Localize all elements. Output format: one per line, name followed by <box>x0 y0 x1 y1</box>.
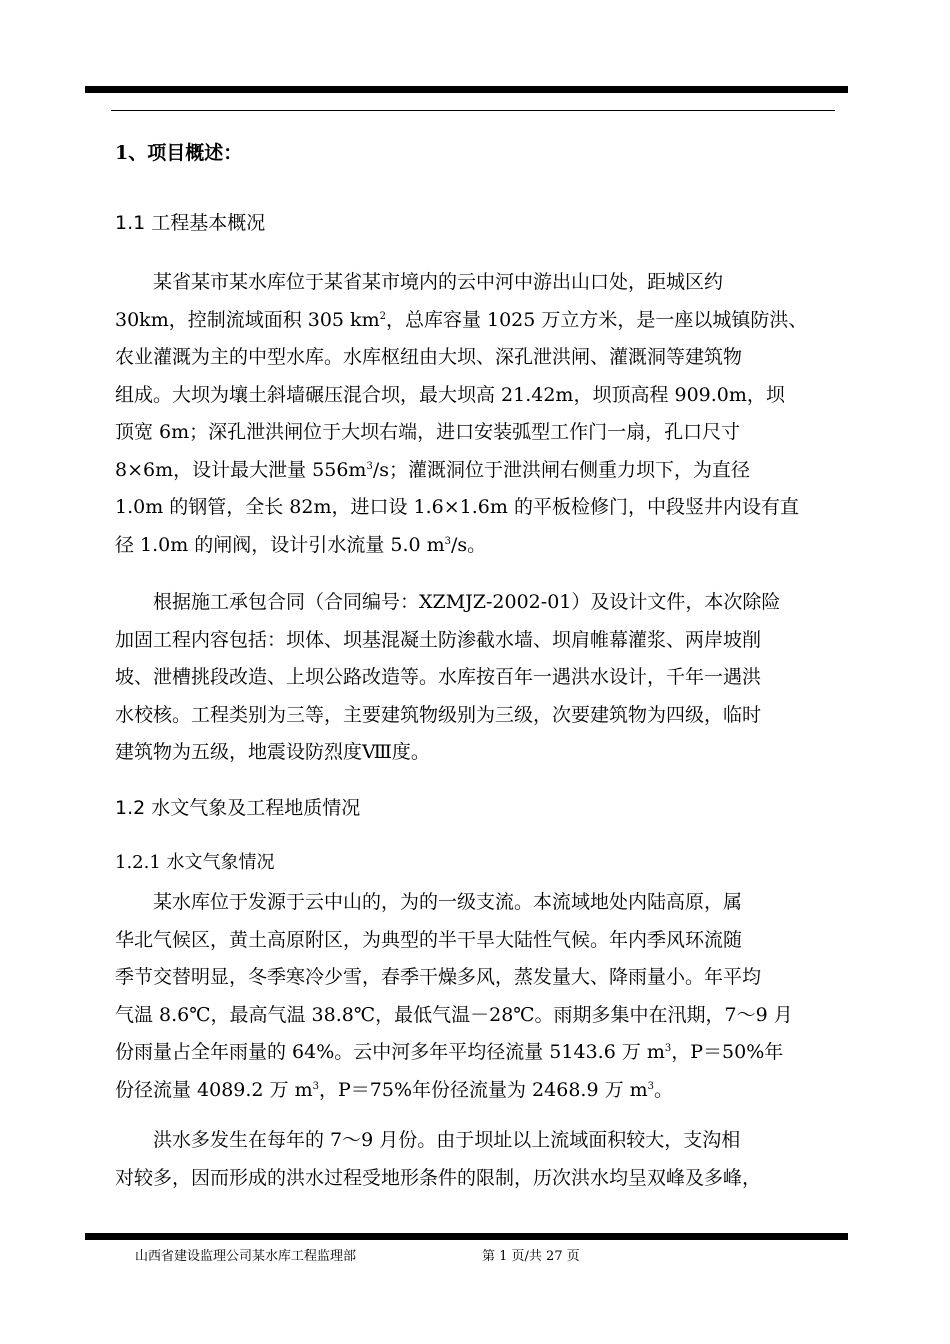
superscript-exponent: 3 <box>366 460 373 472</box>
text-line: 径 1.0m 的闸阀，设计引水流量 5.0 $m^3/s$。 <box>115 533 487 556</box>
text-line: 建筑物为五级，地震设防烈度Ⅷ度。 <box>115 741 430 763</box>
heading-project-overview: 1、项目概述： <box>115 142 243 164</box>
footer-page-number: 第 1 页/共 27 页 <box>482 1249 580 1264</box>
text-line: 坡、泄槽挑段改造、上坝公路改造等。水库按百年一遇洪水设计，千年一遇洪 <box>115 666 762 688</box>
footer-organization: 山西省建设监理公司某水库工程监理部 <box>135 1249 357 1264</box>
superscript-exponent: 3 <box>664 1043 672 1054</box>
text-line: 水校核。工程类别为三等，主要建筑物级别为三级，次要建筑物为四级，临时 <box>115 703 762 726</box>
text-line: 气温 8.6℃，最高气温 38.8℃，最低气温－28℃。雨期多集中在汛期，7～9 月 <box>115 1003 793 1026</box>
text-line: 洪水多发生在每年的 7～9 月份。由于坝址以上流域面积较大，支沟相 <box>153 1129 741 1151</box>
text-line: 1.0m 的钢管，全长 82m，进口设 1.6×1.6m 的平板检修门，中段竖井内设有直 <box>115 496 799 518</box>
text-line: 季节交替明显，冬季寒冷少雪，春季干燥多风，蒸发量大、降雨量小。年平均 <box>115 966 762 988</box>
text-line: 8×6m，设计最大泄量 $556m^3/s$；灌溉洞位于泄洪闸右侧重力坝下，为直径 <box>115 458 750 481</box>
section-title-1-1: 1.1 工程基本概况 <box>115 212 266 234</box>
paragraph-project-basics <box>115 264 835 564</box>
section-title-1-2: 1.2 水文气象及工程地质情况 <box>115 797 361 819</box>
text-line: 份径流量 4089.2 万 $m^3$，P＝75%年份径流量为 2468.9 万 $m^3$。 <box>115 1078 674 1101</box>
superscript-exponent: 2 <box>379 310 386 322</box>
text-line: 份雨量占全年雨量的 64%。云中河多年平均径流量 5143.6 万 $m^3$，P＝50%年 <box>115 1041 784 1063</box>
text-line: 华北气候区，黄土高原附区，为典型的半干旱大陆性气候。年内季风环流随 <box>115 928 743 951</box>
text-line: 农业灌溉为主的中型水库。水库枢纽由大坝、深孔泄洪闸、灌溉洞等建筑物 <box>115 346 743 368</box>
text-line: 对较多，因而形成的洪水过程受地形条件的限制，历次洪水均呈双峰及多峰， <box>115 1166 762 1189</box>
paragraph-hydrology-climate <box>115 884 835 1109</box>
text-line: 某省某市某水库位于某省某市境内的云中河中游出山口处，距城区约 <box>153 271 724 293</box>
superscript-exponent: 3 <box>444 535 451 547</box>
text-line: 某水库位于发源于云中山的，为的一级支流。本流域地处内陆高原，属 <box>153 891 743 913</box>
text-line: 根据施工承包合同（合同编号：XZMJZ-2002-01）及设计文件，本次除险 <box>153 591 781 613</box>
superscript-exponent: 3 <box>312 1080 319 1092</box>
paragraph-reinforcement-scope <box>115 584 835 772</box>
superscript-exponent: 3 <box>647 1080 655 1092</box>
subsection-title-1-2-1: 1.2.1 水文气象情况 <box>115 852 275 873</box>
text-line: 组成。大坝为壤土斜墙碾压混合坝，最大坝高 21.42m，坝顶高程 909.0m，坝 <box>115 383 785 406</box>
text-line: 加固工程内容包括：坝体、坝基混凝土防渗截水墙、坝肩帷幕灌浆、两岸坡削 <box>115 628 762 651</box>
text-line: 30km，控制流域面积 305 $km^2$，总库容量 1025 万立方米，是一座以城镇防洪、 <box>115 308 808 331</box>
text-line: 顶宽 6m；深孔泄洪闸位于大坝右端，进口安装弧型工作门一扇，孔口尺寸 <box>115 421 741 443</box>
header-rule-thin <box>111 110 835 111</box>
paragraph-flood-season <box>115 1122 835 1197</box>
footer-rule-thick <box>85 1233 848 1240</box>
header-rule-thick <box>85 86 848 93</box>
